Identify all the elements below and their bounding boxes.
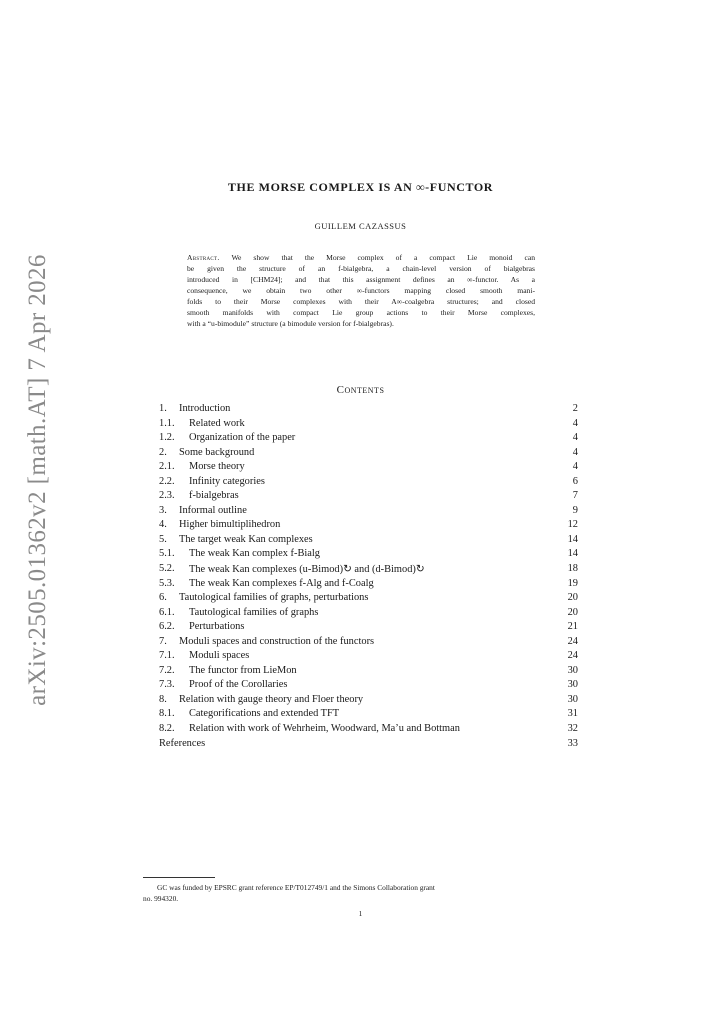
toc-entry-number: 2.1. (159, 461, 175, 473)
toc-entry-page: 33 (567, 737, 578, 749)
abstract-line: folds to their Morse complexes with their A∞-coalgebra structures; and closed (187, 297, 535, 306)
toc-entry[interactable] (159, 548, 578, 563)
abstract-line: consequence, we obtain two other ∞-functors mapping closed smooth mani- (187, 286, 535, 295)
toc-entry-page: 14 (567, 548, 578, 560)
toc-entry-page: 2 (572, 403, 578, 414)
toc-entry-title: Tautological families of graphs (189, 606, 319, 618)
toc-entry-page: 4 (572, 417, 578, 429)
toc-entry-page: 19 (567, 577, 578, 589)
toc-entry-title: Higher bimultiplihedron (179, 519, 281, 531)
toc-entry[interactable] (159, 534, 578, 549)
toc-entry[interactable] (159, 723, 578, 738)
toc-entry-title: f-bialgebras (189, 490, 239, 502)
toc-entry-title: Organization of the paper (189, 432, 296, 444)
toc-entry[interactable] (159, 519, 578, 534)
toc-entry-page: 18 (567, 563, 578, 575)
paper-title: THE MORSE COMPLEX IS AN ∞-FUNCTOR (227, 180, 494, 194)
toc-entry[interactable] (159, 607, 578, 622)
abstract-label: Abstract. (187, 253, 220, 262)
toc-entry-number: 8. (159, 693, 167, 705)
toc-entry-page: 4 (572, 461, 578, 473)
toc-entry[interactable] (159, 679, 578, 694)
toc-entry-page: 4 (572, 432, 578, 444)
toc-entry-page: 6 (572, 475, 578, 487)
toc-entry-title: Moduli spaces (189, 650, 250, 662)
toc-entry-title: The weak Kan complex f-Bialg (189, 548, 320, 560)
abstract-line: Abstract. We show that the Morse complex of a compact Lie monoid can (187, 253, 535, 262)
toc-entry-title: The weak Kan complexes (u-Bimod)↻ and (d-Bimod)↻ (189, 564, 425, 576)
paper-author: GUILLEM CAZASSUS (314, 221, 407, 231)
toc-entry-title: Relation with work of Wehrheim, Woodward, Ma’u and Bottman (189, 723, 460, 735)
toc-entry-number: 2.3. (159, 490, 175, 502)
arxiv-identifier: arXiv:2505.01362v2 [math.AT] 7 Apr 2026 (24, 254, 51, 706)
toc-entry-page: 30 (567, 664, 578, 676)
toc-entry-title: Related work (189, 417, 245, 429)
toc-entry-title: Some background (179, 446, 255, 458)
toc-entry-title: Introduction (179, 403, 231, 414)
toc-entry-number: 7.2. (159, 664, 175, 676)
toc-entry-number: 6. (159, 592, 167, 604)
toc-entry[interactable] (159, 476, 578, 491)
footnote-rule (143, 877, 215, 878)
toc-entry[interactable] (159, 490, 578, 505)
toc-entry-page: 24 (567, 635, 578, 647)
toc-entry-number: 5.3. (159, 577, 175, 589)
abstract-line: with a “u-bimodule” structure (a bimodule version for f-bialgebras). (187, 319, 394, 328)
toc-entry-number: 1.1. (159, 417, 175, 429)
toc-entry-number: 8.1. (159, 708, 175, 720)
toc-entry-title: Infinity categories (189, 475, 265, 487)
footnote-line: GC was funded by EPSRC grant reference EP/T012749/1 and the Simons Collaboration grant (157, 883, 435, 892)
toc-entry-page: 14 (567, 533, 578, 545)
toc-entry-title: The weak Kan complexes f-Alg and f-Coalg (189, 577, 374, 589)
toc-entry-page: 12 (567, 519, 578, 531)
toc-entry-number: 1.2. (159, 432, 175, 444)
toc-entry-number: 8.2. (159, 723, 175, 735)
toc-entry-title: Tautological families of graphs, perturbations (179, 592, 369, 604)
toc-entry-title: Moduli spaces and construction of the functors (179, 635, 375, 647)
toc-entry-title: Informal outline (179, 504, 247, 516)
contents-heading: Contents (336, 384, 385, 396)
abstract-line: be given the structure of an f-bialgebra, a chain-level version of bialgebras (187, 264, 535, 273)
toc-entry-number: 7.3. (159, 679, 175, 691)
toc-entry-number: 7.1. (159, 650, 175, 662)
funding-footnote (143, 882, 579, 904)
toc-entry[interactable] (159, 505, 578, 520)
toc-entry[interactable] (159, 578, 578, 593)
toc-entry[interactable] (159, 738, 578, 753)
toc-entry-page: 30 (567, 693, 578, 705)
toc-entry-page: 4 (572, 446, 578, 458)
toc-entry[interactable] (159, 665, 578, 680)
toc-entry-page: 32 (567, 723, 578, 735)
toc-entry-title: Proof of the Corollaries (189, 679, 288, 691)
arxiv-sidebar (18, 254, 58, 706)
toc-entry-page: 21 (567, 621, 578, 633)
toc-entry[interactable] (159, 563, 578, 578)
toc-entry-number: 5. (159, 533, 167, 545)
toc-entry-title: The functor from LieMon (189, 664, 297, 676)
toc-entry-number: 1. (159, 403, 167, 414)
toc-entry[interactable] (159, 650, 578, 665)
toc-entry-number: 6.1. (159, 606, 175, 618)
abstract-line: introduced in [CHM24]; and that this assignment defines an ∞-functor. As a (187, 275, 535, 284)
toc-entry-page: 7 (572, 490, 578, 502)
toc-entry-number: 3. (159, 504, 167, 516)
toc-entry-title: The target weak Kan complexes (179, 533, 313, 545)
toc-entry-page: 30 (567, 679, 578, 691)
toc-entry-page: 31 (567, 708, 578, 720)
toc-entry[interactable] (159, 432, 578, 447)
toc-entry-number: 2.2. (159, 475, 175, 487)
toc-entry-number: 4. (159, 519, 167, 531)
toc-entry-number: 5.2. (159, 563, 175, 575)
toc-entry[interactable] (159, 708, 578, 723)
toc-entry-page: 9 (572, 504, 578, 516)
toc-entry[interactable] (159, 418, 578, 433)
toc-entry-number: 2. (159, 446, 167, 458)
toc-entry-page: 20 (567, 606, 578, 618)
toc-entry-title: References (159, 737, 206, 749)
page-number: 1 (358, 909, 363, 918)
toc-entry[interactable] (159, 621, 578, 636)
toc-entry-number: 6.2. (159, 621, 175, 633)
toc-entry-title: Categorifications and extended TFT (189, 708, 340, 720)
toc-entry[interactable] (159, 461, 578, 476)
toc-entry[interactable] (159, 694, 578, 709)
abstract-line: smooth manifolds with compact Lie group actions to their Morse complexes, (187, 308, 535, 317)
toc-entry-number: 7. (159, 635, 167, 647)
footnote-line: no. 994320. (143, 894, 179, 903)
toc-entry-number: 5.1. (159, 548, 175, 560)
toc-entry-title: Morse theory (189, 461, 245, 473)
toc-entry-title: Relation with gauge theory and Floer theory (179, 693, 364, 705)
toc-entry[interactable] (159, 592, 578, 607)
toc-entry-title: Perturbations (189, 621, 245, 633)
toc-entry[interactable] (159, 447, 578, 462)
toc-entry-page: 24 (567, 650, 578, 662)
toc-entry[interactable] (159, 636, 578, 651)
toc-entry-page: 20 (567, 592, 578, 604)
toc-entry[interactable] (159, 403, 578, 418)
abstract (187, 252, 535, 329)
table-of-contents (159, 403, 578, 752)
